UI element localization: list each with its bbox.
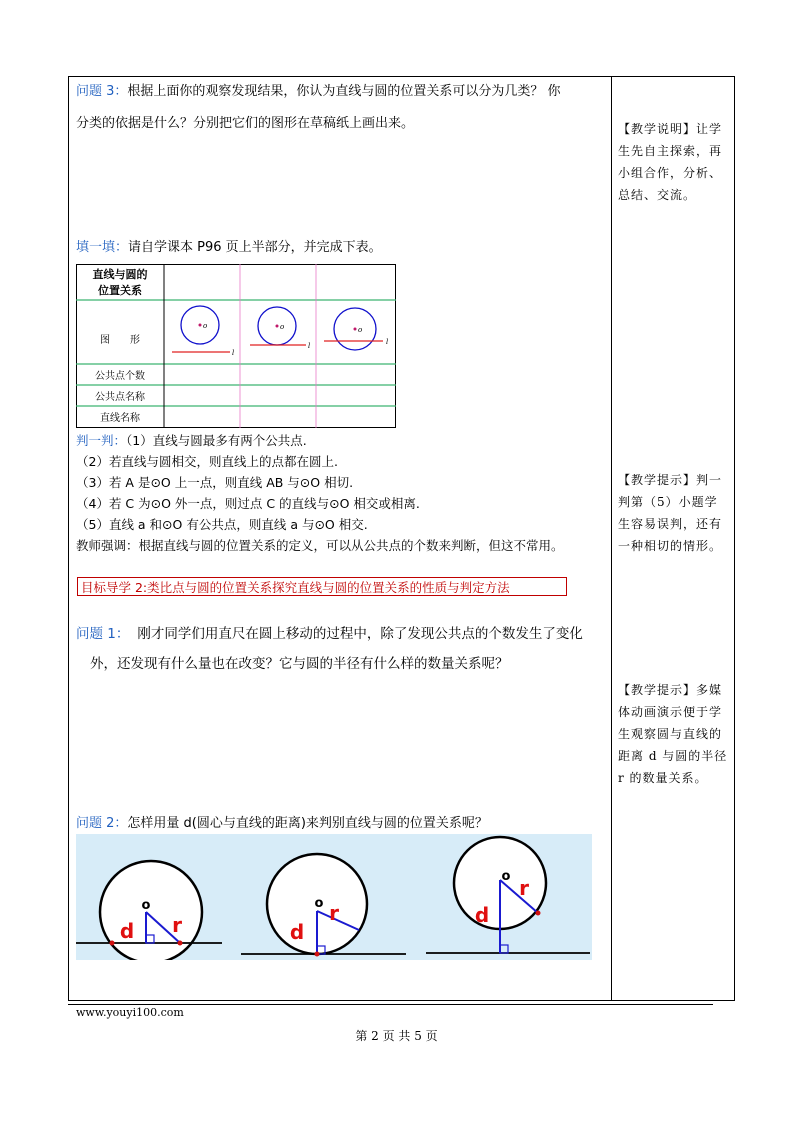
- question-1-line1: 刚才同学们用直尺在圆上移动的过程中，除了发现公共点的个数发生了变化: [137, 626, 583, 642]
- question-1: [76, 624, 583, 644]
- svg-text:o: o: [314, 896, 324, 911]
- table-row-line: 直线名称: [100, 413, 140, 424]
- svg-text:o: o: [280, 323, 285, 331]
- note-teaching-hint-2: 【教学提示】多媒体动画演示便于学生观察圆与直线的距离 d 与圆的半径 r 的数量关系。: [618, 683, 728, 785]
- svg-text:d: d: [119, 919, 135, 943]
- teacher-emphasis: 教师强调：根据直线与圆的位置关系的定义，可以从公共点的个数来判断，但这不常用。: [76, 538, 564, 553]
- question-3-line1: 根据上面你的观察发现结果，你认为直线与圆的位置关系可以分为几类？ 你: [127, 84, 561, 99]
- fill-in: [76, 238, 382, 258]
- fill-in-text: 请自学课本 P96 页上半部分，并完成下表。: [128, 240, 382, 255]
- svg-text:r: r: [329, 901, 339, 925]
- svg-text:o: o: [203, 322, 208, 330]
- svg-text:r: r: [519, 876, 529, 900]
- question-3-label: 问题 3：: [76, 84, 128, 99]
- distance-figures: [76, 834, 592, 960]
- question-3: [76, 82, 561, 102]
- question-2-label: 问题 2：: [76, 816, 128, 831]
- svg-text:o: o: [141, 898, 151, 913]
- question-1-line2: 外，还发现有什么量也在改变？它与圆的半径有什么样的数量关系呢？: [90, 656, 509, 672]
- note-teaching-hint-1: 【教学提示】判一判第（5）小题学生容易误判，还有一种相切的情形。: [618, 473, 723, 553]
- svg-text:l: l: [308, 342, 311, 350]
- svg-text:o: o: [501, 869, 511, 884]
- table-row-name: 公共点名称: [95, 392, 145, 403]
- relation-table: [76, 264, 398, 428]
- question-3-line2: 分类的依据是什么？分别把它们的图形在草稿纸上画出来。: [76, 116, 415, 131]
- judge-item-1-text: （1）直线与圆最多有两个公共点.: [126, 433, 307, 448]
- judge-item-4: （4）若 C 为⊙O 外一点，则过点 C 的直线与⊙O 相交或相离.: [76, 496, 420, 511]
- judge-item-2: （2）若直线与圆相交，则直线上的点都在圆上.: [76, 454, 338, 469]
- table-row-figure: 图 形: [100, 335, 140, 346]
- note-teaching-explanation: 【教学说明】让学生先自主探索，再小组合作，分析、总结、交流。: [618, 122, 723, 202]
- question-2: [76, 814, 488, 834]
- judge-item-1: [76, 431, 307, 451]
- page-number: 第 2 页 共 5 页: [355, 1029, 438, 1043]
- table-header-line1: 直线与圆的: [92, 268, 148, 281]
- fill-in-label: 填一填：: [76, 240, 129, 255]
- question-1-label: 问题 1：: [76, 626, 130, 642]
- goal-box: 目标导学 2:类比点与圆的位置关系探究直线与圆的位置关系的性质与判定方法: [77, 577, 567, 596]
- svg-text:o: o: [358, 326, 363, 334]
- judge-label: 判一判：: [76, 433, 127, 448]
- table-row-count: 公共点个数: [95, 371, 145, 382]
- column-divider: [611, 76, 612, 1001]
- footer-line: [68, 1004, 713, 1005]
- judge-item-5: （5）直线 a 和⊙O 有公共点，则直线 a 与⊙O 相交.: [76, 517, 368, 532]
- judge-item-3: （3）若 A 是⊙O 上一点，则直线 AB 与⊙O 相切.: [76, 475, 354, 490]
- question-2-text: 怎样用量 d(圆心与直线的距离)来判别直线与圆的位置关系呢？: [127, 816, 488, 831]
- svg-text:l: l: [232, 349, 235, 357]
- svg-text:l: l: [386, 338, 389, 346]
- table-header-line2: 位置关系: [98, 284, 142, 297]
- figure-d-equals-r: [236, 834, 412, 960]
- footer-url: www.youyi100.com: [76, 1006, 184, 1019]
- svg-text:d: d: [474, 903, 490, 927]
- svg-text:d: d: [289, 920, 305, 944]
- svg-text:r: r: [172, 913, 182, 937]
